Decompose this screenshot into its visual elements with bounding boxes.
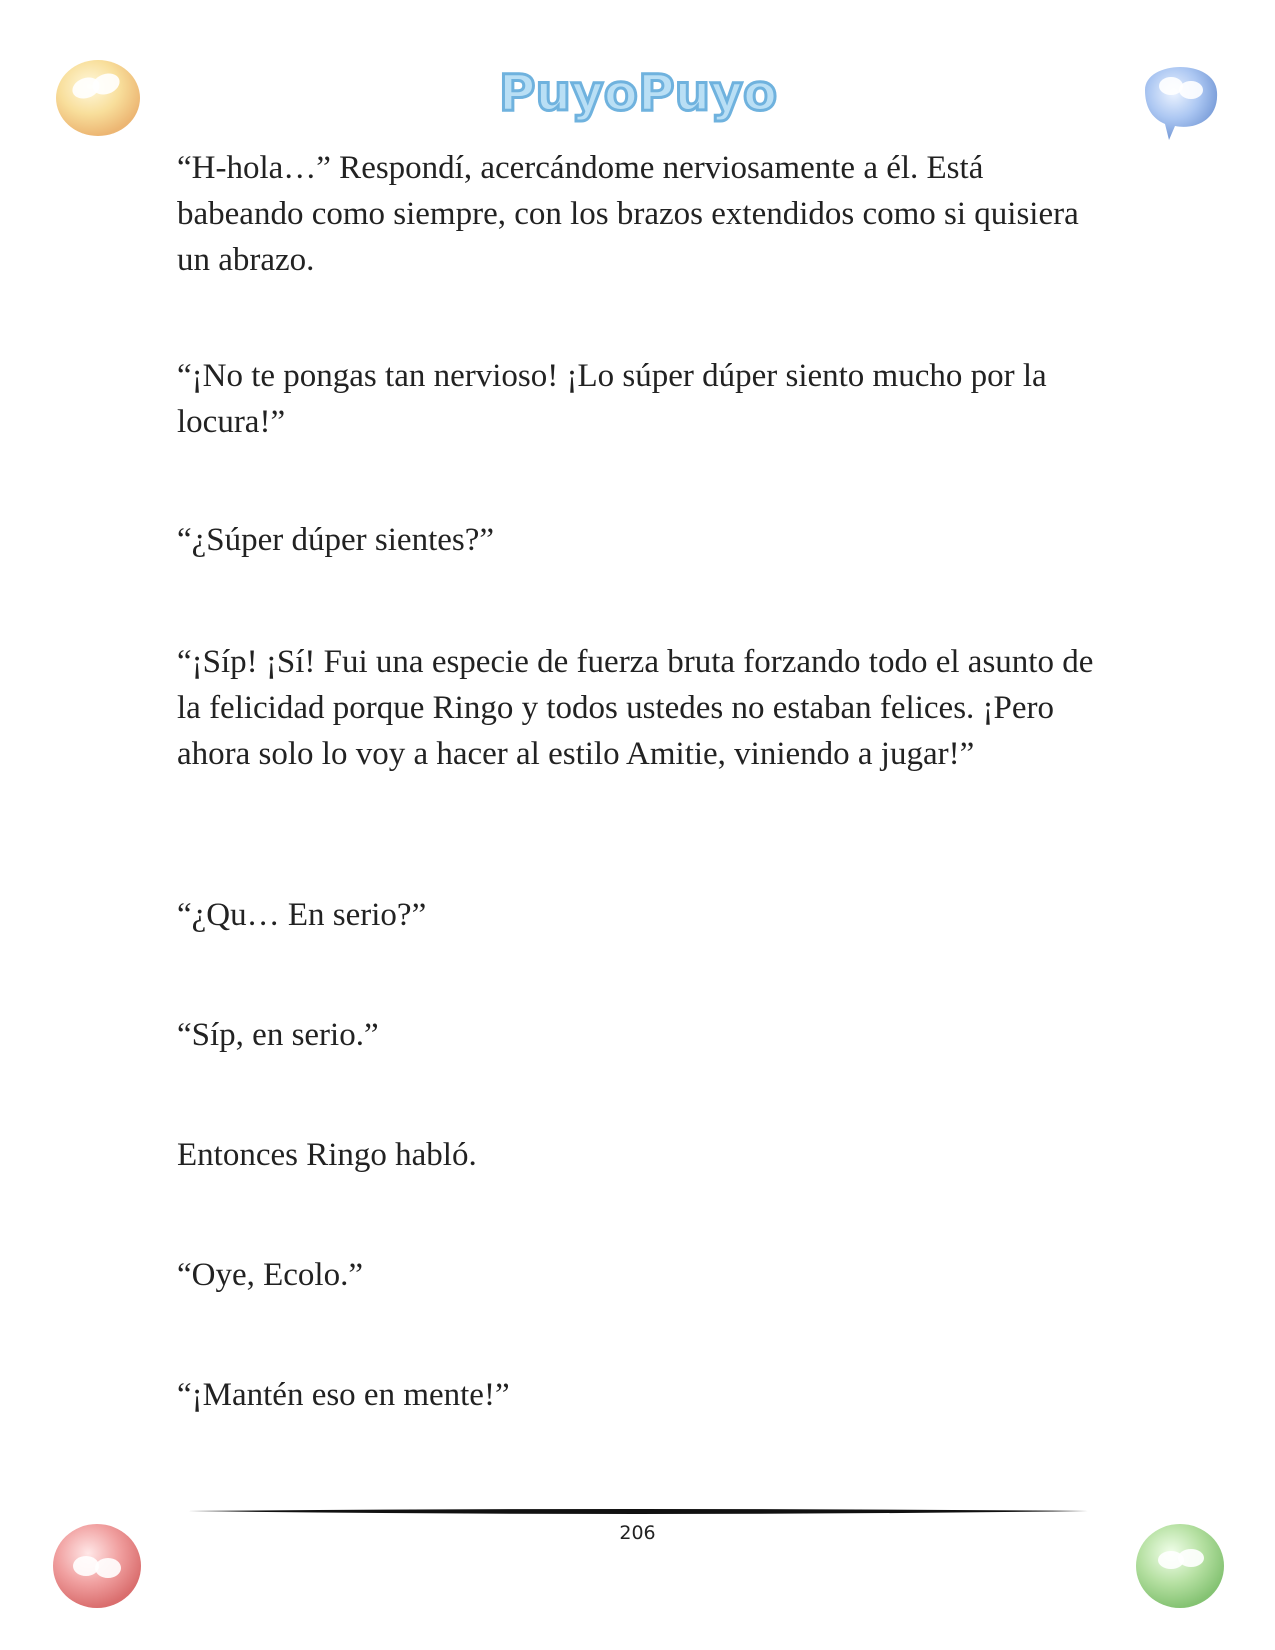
paragraph: “¡No te pongas tan nervioso! ¡Lo súper dúper siento mucho por la locura!” [177,358,1047,440]
paragraph: “¿Súper dúper sientes?” [177,522,495,558]
puyopuyo-logo [0,52,1275,132]
paragraph: “¡Síp! ¡Sí! Fui una especie de fuerza bruta forzando todo el asunto de la felicidad porque Ringo y todos ustedes no estaban felices. ¡Pero ahora solo lo voy a hacer al estilo Amitie, viniendo a jugar!” [177,644,1094,772]
red-puyo-icon [42,1510,152,1620]
paragraph: “Oye, Ecolo.” [177,1257,363,1293]
page-number: 206 [619,1522,656,1544]
paragraph: “H-hola…” Respondí, acercándome nerviosamente a él. Está babeando como siempre, con los brazos extendidos como si quisiera un abrazo. [177,150,1079,278]
paragraph: “¡Mantén eso en mente!” [177,1377,510,1413]
footer-divider [188,1505,1088,1519]
paragraph: “Síp, en serio.” [177,1017,379,1053]
logo-text: PuyoPuyo [498,64,777,122]
green-puyo-icon [1125,1510,1235,1620]
paragraph: “¿Qu… En serio?” [177,897,427,933]
paragraph: Entonces Ringo habló. [177,1137,477,1173]
